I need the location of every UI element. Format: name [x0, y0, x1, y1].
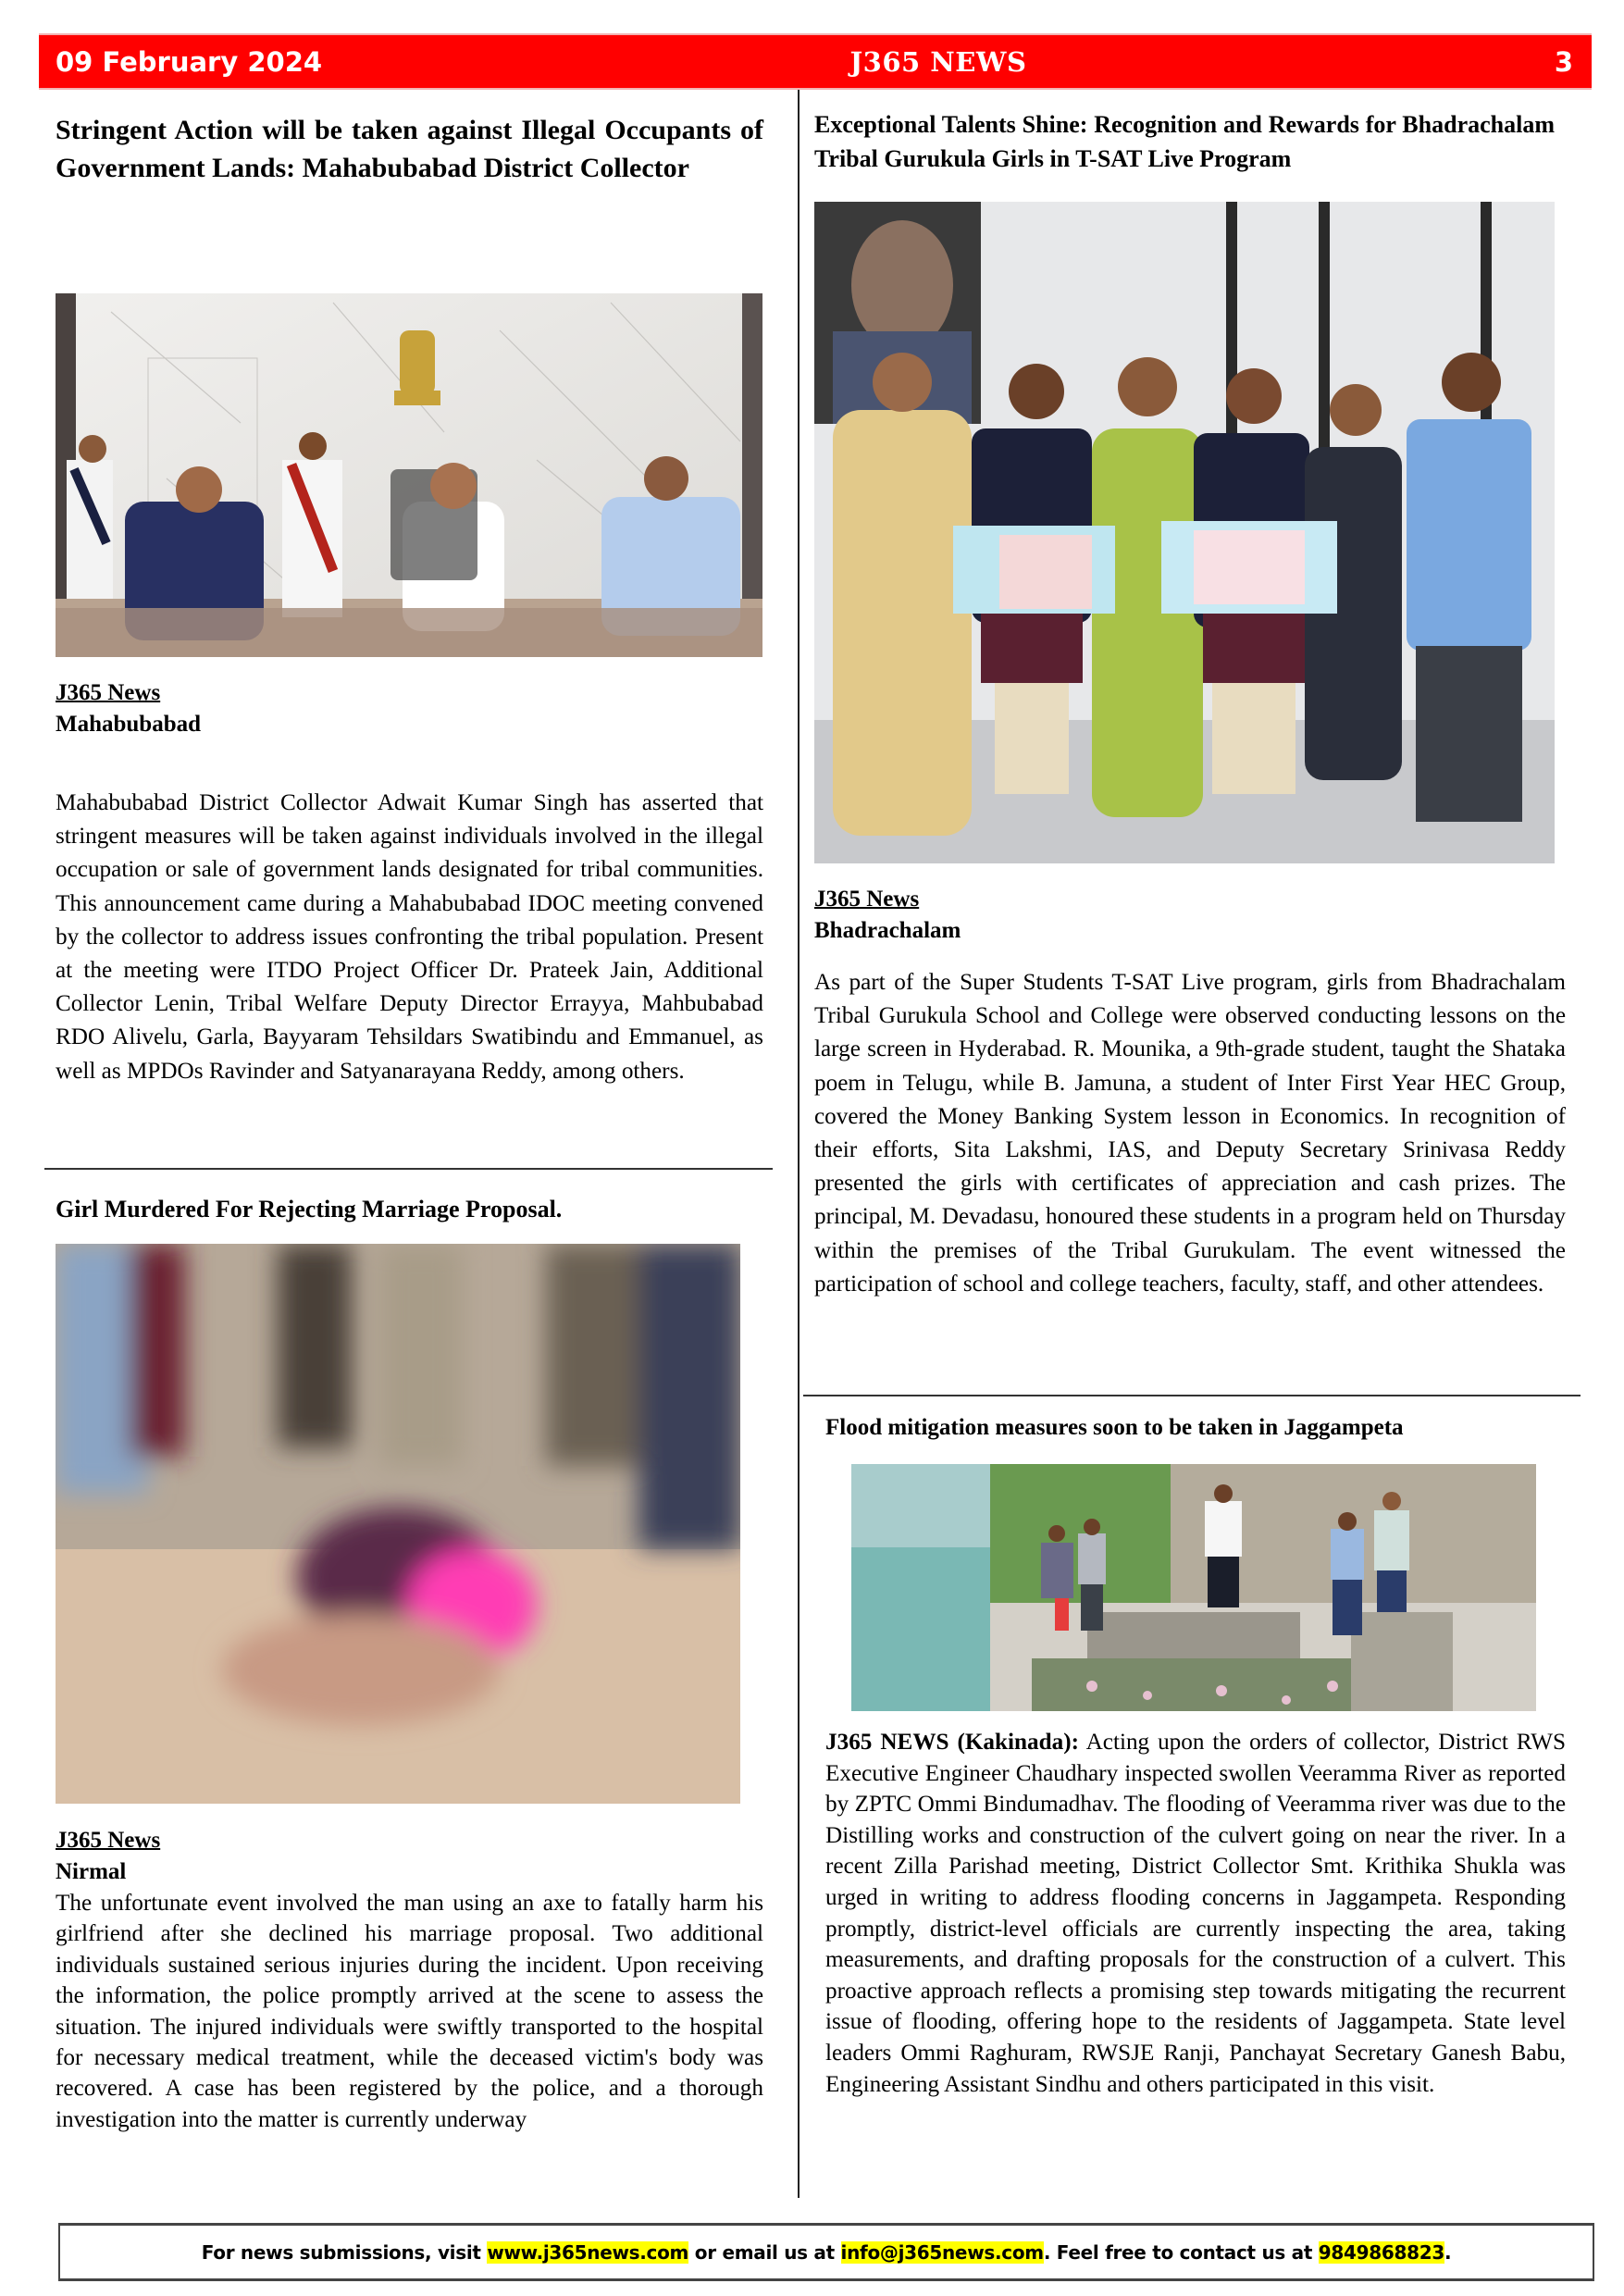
footer-contact-bar — [58, 2223, 1594, 2281]
article-body: Mahabubabad District Collector Adwait Kumar Singh has asserted that stringent measures will be taken against individuals involved in the illegal occupation or sale of government lands designated for tribal communities. This announcement came during a Mahabubabad IDOC meeting convened by the collector to address issues confronting the tribal population. Present at the meeting were ITDO Project Officer Dr. Prateek Jain, Additional Collector Lenin, Tribal Welfare Deputy Director Errayya, Mahbubabad RDO Alivelu, Garla, Bayyaram Tehsildars Swatibindu and Emmanuel, as well as MPDOs Ravinder and Satyanarayana Reddy, among others. — [56, 790, 763, 1084]
article-body-text: Acting upon the orders of collector, District RWS Executive Engineer Chaudhary inspected swollen Veeramma River as reported by ZPTC Ommi Bindumadhav. The flooding of Veeramma river was due to the Distilling works and construction of the culvert going on near the river. In a recent Zilla Parishad meeting, District Collector Smt. Krithika Shukla was urged in writing to address flooding concerns in Jaggampeta. Responding promptly, district-level officials are currently inspecting the area, taking measurements, and drafting proposals for the construction of a culvert. This proactive approach reflects a promising step towards mitigating the recurrent issue of flooding, offering hope to the residents of Jaggampeta. State level leaders Ommi Raghuram, RWSJE Ranji, Panchayat Secretary Ganesh Babu, Engineering Assistant Sindhu and others participated in this visit. — [825, 1730, 1566, 2097]
article-byline — [814, 884, 961, 947]
culvert-inspection-photo — [851, 1464, 1536, 1711]
meeting-photo-image — [56, 293, 762, 657]
email-link[interactable]: info@j365news.com — [840, 2240, 1044, 2264]
publication-title: J365 NEWS — [849, 45, 1027, 78]
blurred-scene-photo — [56, 1244, 740, 1804]
footer-text: . — [1444, 2240, 1452, 2264]
byline-agency: J365 News — [56, 680, 161, 705]
meeting-photo — [56, 293, 762, 657]
byline-agency: J365 News — [56, 1828, 161, 1853]
article-byline — [56, 1825, 160, 1888]
article-headline: Stringent Action will be taken against Illegal Occupants of Government Lands: Mahabubabad District Collector — [56, 115, 763, 183]
byline-place: Nirmal — [56, 1859, 127, 1884]
byline-agency: J365 News — [814, 887, 920, 912]
footer-text: . Feel free to contact us at — [1043, 2240, 1319, 2264]
award-ceremony-photo-image — [814, 202, 1555, 863]
column-divider — [798, 90, 800, 2198]
left-column-rule — [44, 1168, 773, 1170]
byline-place: Mahabubabad — [56, 712, 202, 737]
right-column-rule — [803, 1395, 1581, 1396]
article-body: As part of the Super Students T-SAT Live program, girls from Bhadrachalam Tribal Gurukula School and College were observed conducting lessons on the large screen in Hyderabad. R. Mounika, a 9th-grade student, taught the Shataka poem in Telugu, while B. Jamuna, a student of Inter First Year HEC Group, covered the Money Banking System lesson in Economics. In recognition of their efforts, Sita Lakshmi, IAS, and Deputy Secretary Srinivasa Reddy presented the girls with certificates of appreciation and cash prizes. The principal, M. Devadasu, honoured these students in a program held on Thursday within the premises of the Tribal Gurukulam. The event witnessed the participation of school and college teachers, faculty, staff, and other attendees. — [814, 970, 1566, 1297]
phone-number[interactable]: 9849868823 — [1318, 2240, 1444, 2264]
article-lead: J365 NEWS (Kakinada): — [825, 1730, 1080, 1755]
footer-text: For news submissions, visit — [201, 2240, 488, 2264]
culvert-inspection-photo-image — [851, 1464, 1536, 1711]
article-headline: Exceptional Talents Shine: Recognition and Rewards for Bhadrachalam Tribal Gurukula Girls in T-SAT Live Program — [814, 111, 1555, 172]
page-number: 3 — [1554, 45, 1573, 78]
article-byline — [56, 677, 201, 740]
footer-text: or email us at — [688, 2240, 841, 2264]
blurred-scene-photo-image — [56, 1244, 740, 1804]
website-link[interactable]: www.j365news.com — [487, 2240, 689, 2264]
byline-place: Bhadrachalam — [814, 918, 961, 943]
article-body — [825, 1727, 1566, 2100]
issue-date: 09 February 2024 — [56, 45, 323, 78]
article-body: The unfortunate event involved the man using an axe to fatally harm his girlfriend after she declined his marriage proposal. Two additional individuals sustained serious injuries during the incident. Upon receiving the information, the police promptly arrived at the scene to assess the situation. The injured individuals were swiftly transported to the hospital for necessary medical treatment, while the deceased victim's body was recovered. A case has been registered by the police, and a thorough investigation into the matter is currently underway — [56, 1891, 763, 2132]
masthead — [39, 33, 1592, 90]
article-headline: Girl Murdered For Rejecting Marriage Proposal. — [56, 1196, 563, 1222]
article-headline: Flood mitigation measures soon to be taken in Jaggampeta — [825, 1415, 1404, 1440]
award-ceremony-photo — [814, 202, 1555, 863]
